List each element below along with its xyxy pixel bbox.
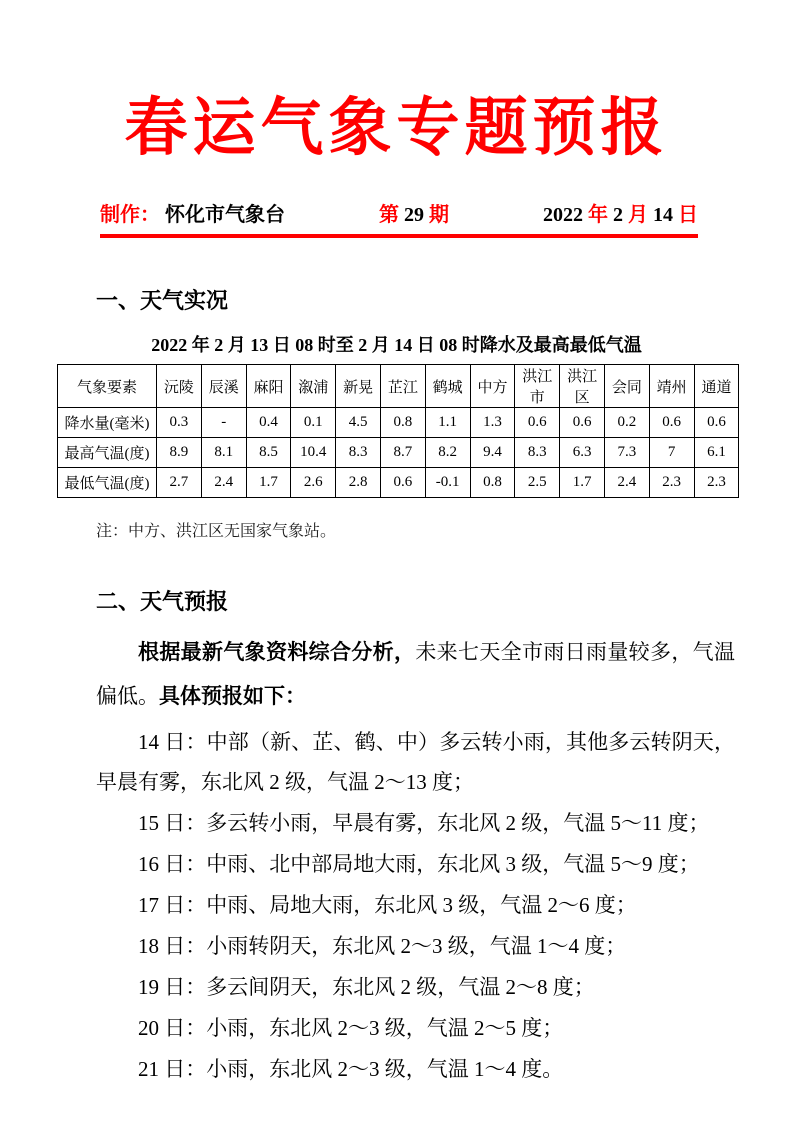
table-cell: -0.1 (425, 468, 470, 498)
table-row-precipitation (58, 408, 739, 438)
forecast-line-day15: 15 日：多云转小雨，早晨有雾，东北风 2 级，气温 5～11 度； (138, 811, 710, 835)
table-header-cell: 芷江 (380, 365, 425, 408)
issue-date (543, 198, 698, 227)
issue-suffix: 期 (429, 204, 449, 226)
table-cell: 2.7 (157, 468, 202, 498)
table-cell: 2.8 (336, 468, 381, 498)
intro-bold-lead: 根据最新气象资料综合分析， (138, 640, 416, 664)
table-cell: 8.3 (336, 438, 381, 468)
masthead-meta-row (100, 198, 698, 227)
table-cell: 2.4 (201, 468, 246, 498)
date-month-unit: 月 (628, 204, 648, 226)
table-cell: 8.2 (425, 438, 470, 468)
table-cell: 0.2 (604, 408, 649, 438)
table-cell: 2.4 (604, 468, 649, 498)
table-cell: 4.5 (336, 408, 381, 438)
row-label: 最低气温(度) (58, 468, 157, 498)
table-cell: 0.6 (649, 408, 694, 438)
table-cell: 8.5 (246, 438, 291, 468)
table-cell: 0.6 (515, 408, 560, 438)
producer (100, 198, 285, 227)
date-day: 14 (653, 204, 673, 226)
forecast-list (96, 722, 735, 1089)
issue-prefix: 第 (379, 204, 399, 226)
date-month: 2 (613, 204, 623, 226)
table-header-cell: 沅陵 (157, 365, 202, 408)
table-cell: 0.3 (157, 408, 202, 438)
table-header-cell: 靖州 (649, 365, 694, 408)
row-label: 最高气温(度) (58, 438, 157, 468)
table-cell: 8.3 (515, 438, 560, 468)
table-header-cell: 辰溪 (201, 365, 246, 408)
table-header-cell: 鹤城 (425, 365, 470, 408)
row-label: 降水量(毫米) (58, 408, 157, 438)
table-cell: 0.8 (380, 408, 425, 438)
table-cell: - (201, 408, 246, 438)
table-cell: 7 (649, 438, 694, 468)
table-header-cell: 溆浦 (291, 365, 336, 408)
table-header-cell: 新晃 (336, 365, 381, 408)
table-cell: 2.3 (649, 468, 694, 498)
table-cell: 0.6 (380, 468, 425, 498)
section-heading-forecast: 二、天气预报 (96, 589, 229, 614)
table-cell: 10.4 (291, 438, 336, 468)
red-divider (100, 234, 698, 238)
table-cell: 8.1 (201, 438, 246, 468)
table-cell: 1.3 (470, 408, 515, 438)
table-header-cell: 麻阳 (246, 365, 291, 408)
table-cell: 0.8 (470, 468, 515, 498)
observations-table (57, 364, 739, 498)
forecast-line-day17: 17 日：中雨、局地大雨，东北风 3 级，气温 2～6 度； (138, 893, 637, 917)
table-header-cell: 中方 (470, 365, 515, 408)
table-header-cell: 洪江区 (560, 365, 605, 408)
forecast-line-day16: 16 日：中雨、北中部局地大雨，东北风 3 级，气温 5～9 度； (138, 852, 700, 876)
forecast-line-day19: 19 日：多云间阴天，东北风 2 级，气温 2～8 度； (138, 975, 595, 999)
table-cell: 2.5 (515, 468, 560, 498)
intro-bold-tail: 具体预报如下： (159, 684, 306, 708)
table-cell: 1.1 (425, 408, 470, 438)
table-footnote: 注：中方、洪江区无国家气象站。 (96, 523, 337, 540)
table-header-cell: 通道 (694, 365, 739, 408)
table-row-tmax (58, 438, 739, 468)
issue-value: 29 (404, 204, 424, 226)
table-cell: 1.7 (560, 468, 605, 498)
date-year: 2022 (543, 204, 583, 226)
table-cell: 0.4 (246, 408, 291, 438)
section-heading-observations: 一、天气实况 (96, 288, 229, 313)
table-cell: 9.4 (470, 438, 515, 468)
forecast-intro (96, 630, 735, 718)
table-cell: 0.6 (560, 408, 605, 438)
page-title: 春运气象专题预报 (124, 93, 669, 163)
table-cell: 6.1 (694, 438, 739, 468)
table-row-tmin (58, 468, 739, 498)
table-cell: 2.6 (291, 468, 336, 498)
intro-normal: 未来七天全市雨日雨量较多，气温偏低。 (96, 640, 736, 708)
table-cell: 0.6 (694, 408, 739, 438)
table-cell: 2.3 (694, 468, 739, 498)
date-year-unit: 年 (588, 204, 608, 226)
table-cell: 7.3 (604, 438, 649, 468)
table-cell: 0.1 (291, 408, 336, 438)
date-day-unit: 日 (678, 204, 698, 226)
producer-name: 怀化市气象台 (165, 204, 285, 226)
forecast-line-day20: 20 日：小雨，东北风 2～3 级，气温 2～5 度； (138, 1016, 564, 1040)
producer-label: 制作： (100, 204, 160, 226)
issue-number (379, 198, 449, 227)
table-title: 2022 年 2 月 13 日 08 时至 2 月 14 日 08 时降水及最高最低气温 (151, 335, 642, 355)
table-header-cell: 洪江市 (515, 365, 560, 408)
table-header-row (58, 365, 739, 408)
forecast-line-day14: 14 日：中部（新、芷、鹤、中）多云转小雨，其他多云转阴天，早晨有雾，东北风 2 级，气温 2～13 度； (96, 730, 735, 794)
table-header-cell: 会同 (604, 365, 649, 408)
table-cell: 1.7 (246, 468, 291, 498)
table-cell: 8.7 (380, 438, 425, 468)
table-cell: 8.9 (157, 438, 202, 468)
table-cell: 6.3 (560, 438, 605, 468)
forecast-line-day18: 18 日：小雨转阴天，东北风 2～3 级，气温 1～4 度； (138, 934, 627, 958)
forecast-line-day21: 21 日：小雨，东北风 2～3 级，气温 1～4 度。 (138, 1057, 564, 1081)
table-header-cell: 气象要素 (58, 365, 157, 408)
